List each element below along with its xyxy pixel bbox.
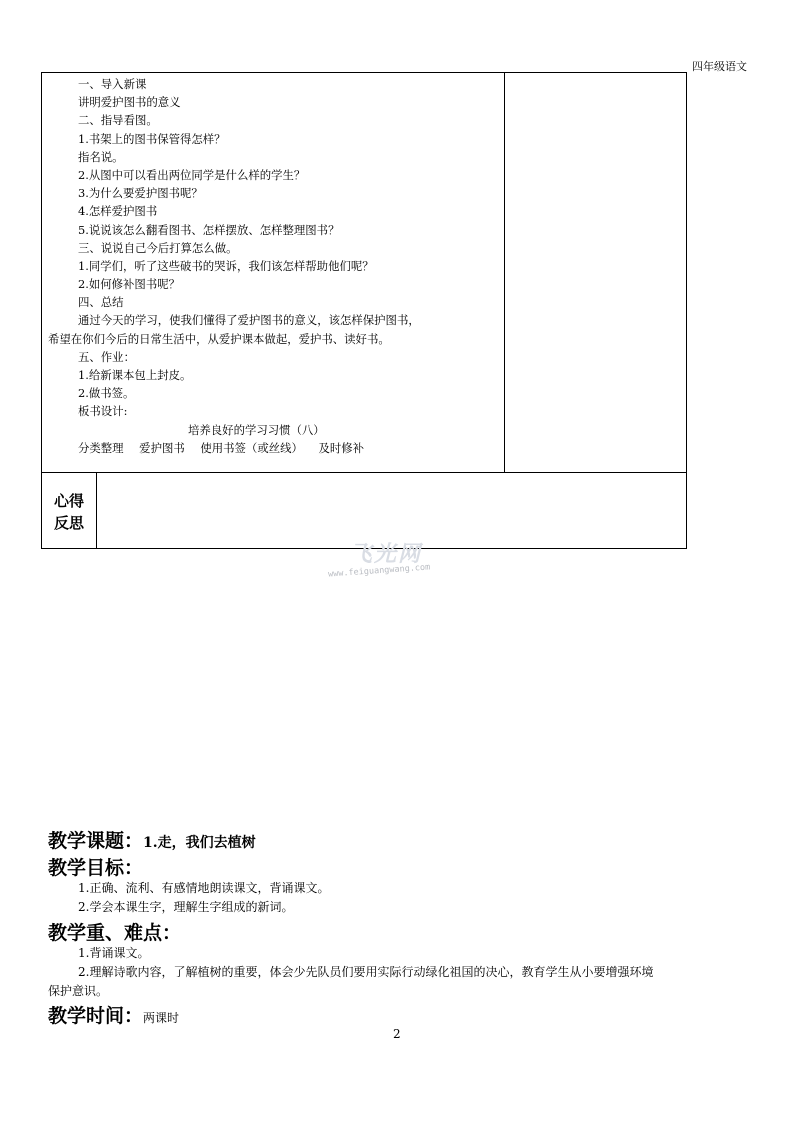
keypoints-label: 教学重、难点： [48, 922, 182, 944]
time-value: 两课时 [143, 1011, 180, 1025]
text-line: 1.给新课本包上封皮。 [78, 368, 192, 382]
time-heading [48, 1001, 179, 1028]
watermark [322, 537, 462, 585]
text-line: 板书设计: [78, 404, 128, 419]
topic-heading [48, 826, 256, 853]
watermark-url: www.feiguangwang.com [327, 562, 431, 580]
reflection-label-line: 心得 [53, 492, 84, 510]
table-border-top [41, 72, 687, 73]
time-label: 教学时间： [48, 1005, 144, 1027]
lesson-plan-text [48, 75, 503, 457]
goals-heading [48, 853, 143, 880]
table-border-right [686, 72, 687, 549]
text-line: 希望在你们今后的日常生活中，从爱护课本做起，爱护书、读好书。 [48, 331, 390, 346]
board-design-title: 培养良好的学习习惯（八） [188, 422, 325, 437]
text-line: 3.为什么要爱护图书呢？ [78, 186, 203, 201]
text-line: 通过今天的学习，使我们懂得了爱护图书的意义，该怎样保护图书， [78, 313, 420, 328]
grade-subject-header: 四年级语文 [692, 60, 747, 73]
text-line: 三、说说自己今后打算怎么做。 [78, 240, 238, 255]
text-line: 2.做书签。 [78, 386, 135, 401]
list-item: 1.背诵课文。 [78, 946, 150, 960]
keypoints-list [48, 944, 748, 1001]
text-line: 四、总结 [78, 295, 124, 310]
text-line: 2.如何修补图书呢？ [78, 277, 180, 292]
reflection-label [42, 490, 96, 534]
goals-list [48, 879, 748, 917]
list-item: 1.正确、流利、有感情地朗读课文，背诵课文。 [78, 881, 330, 895]
board-design-summary: 分类整理 爱护图书 使用书签（或丝线） 及时修补 [78, 440, 365, 455]
text-line: 1.同学们，听了这些破书的哭诉，我们该怎样帮助他们呢？ [78, 258, 374, 273]
text-line: 5.说说该怎么翻看图书、怎样摆放、怎样整理图书？ [78, 222, 340, 237]
keypoints-heading [48, 918, 181, 945]
table-label-divider [96, 472, 97, 549]
text-line: 指名说。 [78, 149, 124, 164]
list-item: 2.理解诗歌内容，了解植树的重要，体会少先队员们要用实际行动绿化祖国的决心，教育学生从小要增强环境 [78, 965, 654, 979]
text-line: 2.从图中可以看出两位同学是什么样的学生？ [78, 167, 306, 182]
reflection-label-line: 反思 [53, 514, 84, 532]
page-number: 2 [393, 1027, 401, 1041]
text-line: 4.怎样爱护图书 [78, 204, 158, 219]
text-line: 1.书架上的图书保管得怎样？ [78, 131, 226, 146]
table-column-divider [504, 72, 505, 472]
topic-label: 教学课题： [48, 830, 144, 852]
text-line: 讲明爱护图书的意义 [78, 95, 181, 110]
table-row-divider [41, 472, 687, 473]
text-line: 五、作业： [78, 349, 135, 364]
list-item: 保护意识。 [48, 984, 109, 998]
goals-label: 教学目标： [48, 857, 144, 879]
list-item: 2.学会本课生字，理解生字组成的新词。 [78, 900, 294, 914]
topic-value: 1.走，我们去植树 [143, 835, 256, 851]
text-line: 二、指导看图。 [78, 113, 158, 128]
watermark-logo: 飞光网 [350, 542, 423, 567]
table-border-left [41, 72, 42, 549]
text-line: 一、导入新课 [78, 77, 147, 91]
